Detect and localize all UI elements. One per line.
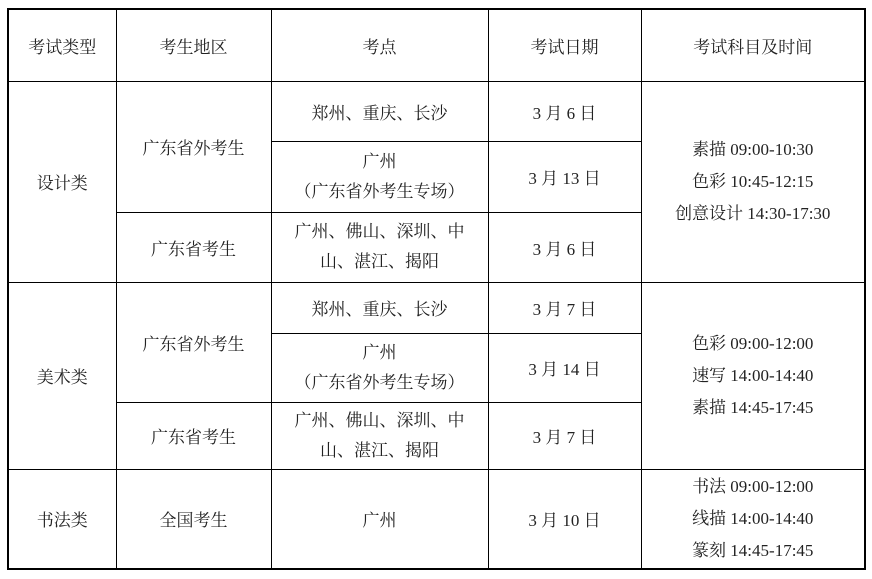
region-cell: 广东省外考生 <box>116 282 271 402</box>
region-cell: 广东省考生 <box>116 212 271 282</box>
exam-schedule-table <box>7 8 866 570</box>
subject-line: 色彩 10:45-12:15 <box>692 171 814 191</box>
subject-line: 素描 14:45-17:45 <box>692 397 814 417</box>
site-cell <box>271 402 488 469</box>
header-date: 考试日期 <box>488 9 641 81</box>
table-row <box>8 81 865 141</box>
site-cell <box>271 333 488 402</box>
site-line: （广东省外考生专场） <box>294 181 465 201</box>
subject-line: 素描 09:00-10:30 <box>692 139 814 159</box>
exam-type-cell-calligraphy: 书法类 <box>8 469 116 569</box>
date-cell: 3 月 14 日 <box>488 333 641 402</box>
header-exam-type: 考试类型 <box>8 9 116 81</box>
header-site: 考点 <box>271 9 488 81</box>
region-cell: 广东省考生 <box>116 402 271 469</box>
site-cell <box>271 212 488 282</box>
date-cell: 3 月 13 日 <box>488 141 641 212</box>
site-cell: 郑州、重庆、长沙 <box>271 282 488 333</box>
header-region: 考生地区 <box>116 9 271 81</box>
region-cell: 广东省外考生 <box>116 81 271 212</box>
subject-line: 色彩 09:00-12:00 <box>692 333 814 353</box>
site-cell: 郑州、重庆、长沙 <box>271 81 488 141</box>
site-line: 广州、佛山、深圳、中 <box>294 410 465 430</box>
subjects-cell <box>641 282 865 469</box>
subject-line: 书法 09:00-12:00 <box>692 476 814 496</box>
subject-line: 线描 14:00-14:40 <box>692 508 814 528</box>
subject-line: 篆刻 14:45-17:45 <box>692 540 814 560</box>
date-cell: 3 月 7 日 <box>488 282 641 333</box>
date-cell: 3 月 6 日 <box>488 212 641 282</box>
site-line: 广州、佛山、深圳、中 <box>294 222 465 241</box>
site-line: 广州 <box>362 151 397 171</box>
table-row <box>8 282 865 333</box>
site-line: （广东省外考生专场） <box>294 372 465 392</box>
site-line: 广州 <box>362 342 397 362</box>
exam-type-cell-design: 设计类 <box>8 81 116 282</box>
date-cell: 3 月 10 日 <box>488 469 641 569</box>
subject-line: 速写 14:00-14:40 <box>692 365 814 385</box>
date-cell: 3 月 7 日 <box>488 402 641 469</box>
region-cell: 全国考生 <box>116 469 271 569</box>
header-subjects: 考试科目及时间 <box>641 9 865 81</box>
subjects-cell <box>641 81 865 282</box>
subject-line: 创意设计 14:30-17:30 <box>675 203 831 223</box>
site-line: 山、湛江、揭阳 <box>320 252 439 271</box>
exam-type-cell-art: 美术类 <box>8 282 116 469</box>
site-cell <box>271 141 488 212</box>
site-cell: 广州 <box>271 469 488 569</box>
date-cell: 3 月 6 日 <box>488 81 641 141</box>
site-line: 山、湛江、揭阳 <box>320 440 439 460</box>
header-row <box>8 9 865 81</box>
subjects-cell <box>641 469 865 569</box>
table-row <box>8 469 865 569</box>
